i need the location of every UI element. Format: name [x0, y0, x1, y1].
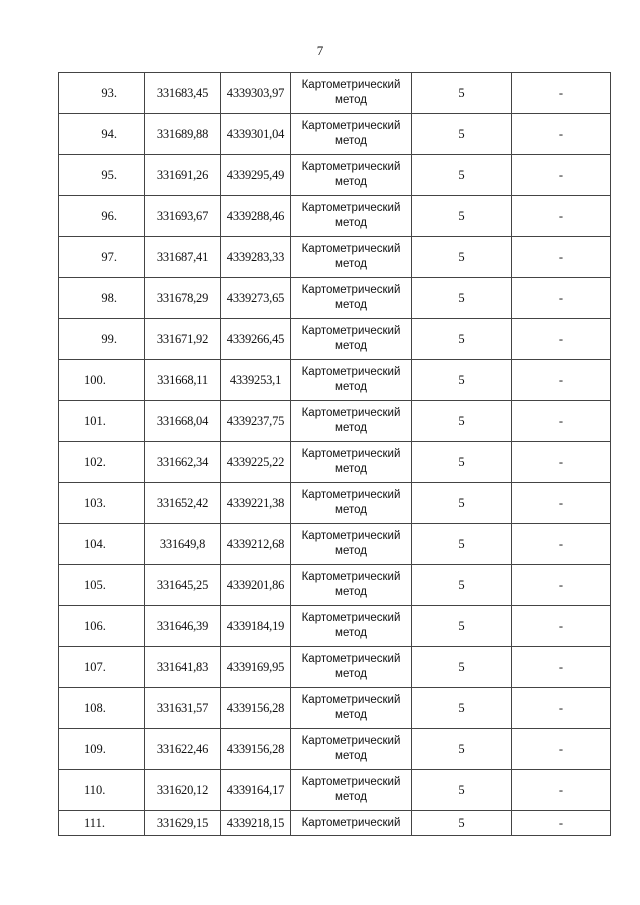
point-number-cell: 103. — [59, 483, 145, 524]
accuracy-cell: 5 — [412, 442, 512, 483]
point-number-cell: 107. — [59, 647, 145, 688]
point-number-cell: 98. — [59, 278, 145, 319]
method-cell: Картометрический метод — [291, 237, 412, 278]
x-coordinate-cell: 331668,11 — [145, 360, 221, 401]
note-cell: - — [512, 196, 611, 237]
point-number-cell: 96. — [59, 196, 145, 237]
y-coordinate-cell: 4339221,38 — [221, 483, 291, 524]
point-number-cell: 106. — [59, 606, 145, 647]
note-cell: - — [512, 688, 611, 729]
method-cell: Картометрический метод — [291, 401, 412, 442]
table-row — [59, 114, 611, 155]
table-row — [59, 73, 611, 114]
point-number-cell: 104. — [59, 524, 145, 565]
x-coordinate-cell: 331662,34 — [145, 442, 221, 483]
x-coordinate-cell: 331629,15 — [145, 811, 221, 836]
accuracy-cell: 5 — [412, 729, 512, 770]
accuracy-cell: 5 — [412, 401, 512, 442]
point-number-cell: 110. — [59, 770, 145, 811]
note-cell: - — [512, 606, 611, 647]
accuracy-cell: 5 — [412, 196, 512, 237]
accuracy-cell: 5 — [412, 114, 512, 155]
table-row — [59, 196, 611, 237]
x-coordinate-cell: 331641,83 — [145, 647, 221, 688]
accuracy-cell: 5 — [412, 483, 512, 524]
method-cell: Картометрический метод — [291, 524, 412, 565]
method-cell: Картометрический — [291, 811, 412, 836]
note-cell: - — [512, 442, 611, 483]
method-cell: Картометрический метод — [291, 483, 412, 524]
x-coordinate-cell: 331620,12 — [145, 770, 221, 811]
note-cell: - — [512, 483, 611, 524]
accuracy-cell: 5 — [412, 360, 512, 401]
y-coordinate-cell: 4339156,28 — [221, 729, 291, 770]
table-row — [59, 770, 611, 811]
accuracy-cell: 5 — [412, 647, 512, 688]
method-cell: Картометрический метод — [291, 278, 412, 319]
point-number-cell: 108. — [59, 688, 145, 729]
x-coordinate-cell: 331631,57 — [145, 688, 221, 729]
y-coordinate-cell: 4339283,33 — [221, 237, 291, 278]
table-row — [59, 278, 611, 319]
y-coordinate-cell: 4339169,95 — [221, 647, 291, 688]
x-coordinate-cell: 331649,8 — [145, 524, 221, 565]
table-row — [59, 483, 611, 524]
y-coordinate-cell: 4339273,65 — [221, 278, 291, 319]
note-cell: - — [512, 114, 611, 155]
y-coordinate-cell: 4339164,17 — [221, 770, 291, 811]
table-row — [59, 729, 611, 770]
method-cell: Картометрический метод — [291, 73, 412, 114]
table-row — [59, 647, 611, 688]
y-coordinate-cell: 4339212,68 — [221, 524, 291, 565]
method-cell: Картометрический метод — [291, 688, 412, 729]
method-cell: Картометрический метод — [291, 606, 412, 647]
method-cell: Картометрический метод — [291, 319, 412, 360]
y-coordinate-cell: 4339218,15 — [221, 811, 291, 836]
note-cell: - — [512, 155, 611, 196]
x-coordinate-cell: 331687,41 — [145, 237, 221, 278]
point-number-cell: 95. — [59, 155, 145, 196]
x-coordinate-cell: 331691,26 — [145, 155, 221, 196]
y-coordinate-cell: 4339156,28 — [221, 688, 291, 729]
point-number-cell: 94. — [59, 114, 145, 155]
x-coordinate-cell: 331671,92 — [145, 319, 221, 360]
note-cell: - — [512, 319, 611, 360]
note-cell: - — [512, 770, 611, 811]
coordinates-table — [58, 72, 611, 836]
accuracy-cell: 5 — [412, 565, 512, 606]
x-coordinate-cell: 331668,04 — [145, 401, 221, 442]
note-cell: - — [512, 524, 611, 565]
method-cell: Картометрический метод — [291, 196, 412, 237]
y-coordinate-cell: 4339266,45 — [221, 319, 291, 360]
accuracy-cell: 5 — [412, 319, 512, 360]
note-cell: - — [512, 73, 611, 114]
y-coordinate-cell: 4339201,86 — [221, 565, 291, 606]
table-row — [59, 319, 611, 360]
table-row — [59, 606, 611, 647]
method-cell: Картометрический метод — [291, 442, 412, 483]
y-coordinate-cell: 4339303,97 — [221, 73, 291, 114]
table-row — [59, 360, 611, 401]
table-row — [59, 155, 611, 196]
y-coordinate-cell: 4339184,19 — [221, 606, 291, 647]
y-coordinate-cell: 4339295,49 — [221, 155, 291, 196]
method-cell: Картометрический метод — [291, 565, 412, 606]
note-cell: - — [512, 811, 611, 836]
x-coordinate-cell: 331645,25 — [145, 565, 221, 606]
y-coordinate-cell: 4339288,46 — [221, 196, 291, 237]
x-coordinate-cell: 331693,67 — [145, 196, 221, 237]
note-cell: - — [512, 401, 611, 442]
x-coordinate-cell: 331652,42 — [145, 483, 221, 524]
point-number-cell: 102. — [59, 442, 145, 483]
x-coordinate-cell: 331622,46 — [145, 729, 221, 770]
table-row — [59, 811, 611, 836]
x-coordinate-cell: 331646,39 — [145, 606, 221, 647]
note-cell: - — [512, 278, 611, 319]
y-coordinate-cell: 4339301,04 — [221, 114, 291, 155]
note-cell: - — [512, 565, 611, 606]
note-cell: - — [512, 360, 611, 401]
accuracy-cell: 5 — [412, 155, 512, 196]
table-body — [59, 73, 611, 836]
method-cell: Картометрический метод — [291, 770, 412, 811]
method-cell: Картометрический метод — [291, 155, 412, 196]
note-cell: - — [512, 647, 611, 688]
point-number-cell: 99. — [59, 319, 145, 360]
accuracy-cell: 5 — [412, 688, 512, 729]
point-number-cell: 109. — [59, 729, 145, 770]
note-cell: - — [512, 237, 611, 278]
table-row — [59, 688, 611, 729]
method-cell: Картометрический метод — [291, 360, 412, 401]
y-coordinate-cell: 4339225,22 — [221, 442, 291, 483]
y-coordinate-cell: 4339237,75 — [221, 401, 291, 442]
x-coordinate-cell: 331683,45 — [145, 73, 221, 114]
accuracy-cell: 5 — [412, 606, 512, 647]
point-number-cell: 111. — [59, 811, 145, 836]
x-coordinate-cell: 331678,29 — [145, 278, 221, 319]
accuracy-cell: 5 — [412, 278, 512, 319]
table-row — [59, 524, 611, 565]
method-cell: Картометрический метод — [291, 647, 412, 688]
x-coordinate-cell: 331689,88 — [145, 114, 221, 155]
accuracy-cell: 5 — [412, 811, 512, 836]
accuracy-cell: 5 — [412, 237, 512, 278]
accuracy-cell: 5 — [412, 770, 512, 811]
y-coordinate-cell: 4339253,1 — [221, 360, 291, 401]
accuracy-cell: 5 — [412, 524, 512, 565]
table-row — [59, 237, 611, 278]
table-row — [59, 442, 611, 483]
table-row — [59, 401, 611, 442]
point-number-cell: 97. — [59, 237, 145, 278]
point-number-cell: 93. — [59, 73, 145, 114]
point-number-cell: 105. — [59, 565, 145, 606]
note-cell: - — [512, 729, 611, 770]
point-number-cell: 101. — [59, 401, 145, 442]
method-cell: Картометрический метод — [291, 114, 412, 155]
point-number-cell: 100. — [59, 360, 145, 401]
table-row — [59, 565, 611, 606]
method-cell: Картометрический метод — [291, 729, 412, 770]
page-number: 7 — [316, 43, 324, 58]
accuracy-cell: 5 — [412, 73, 512, 114]
